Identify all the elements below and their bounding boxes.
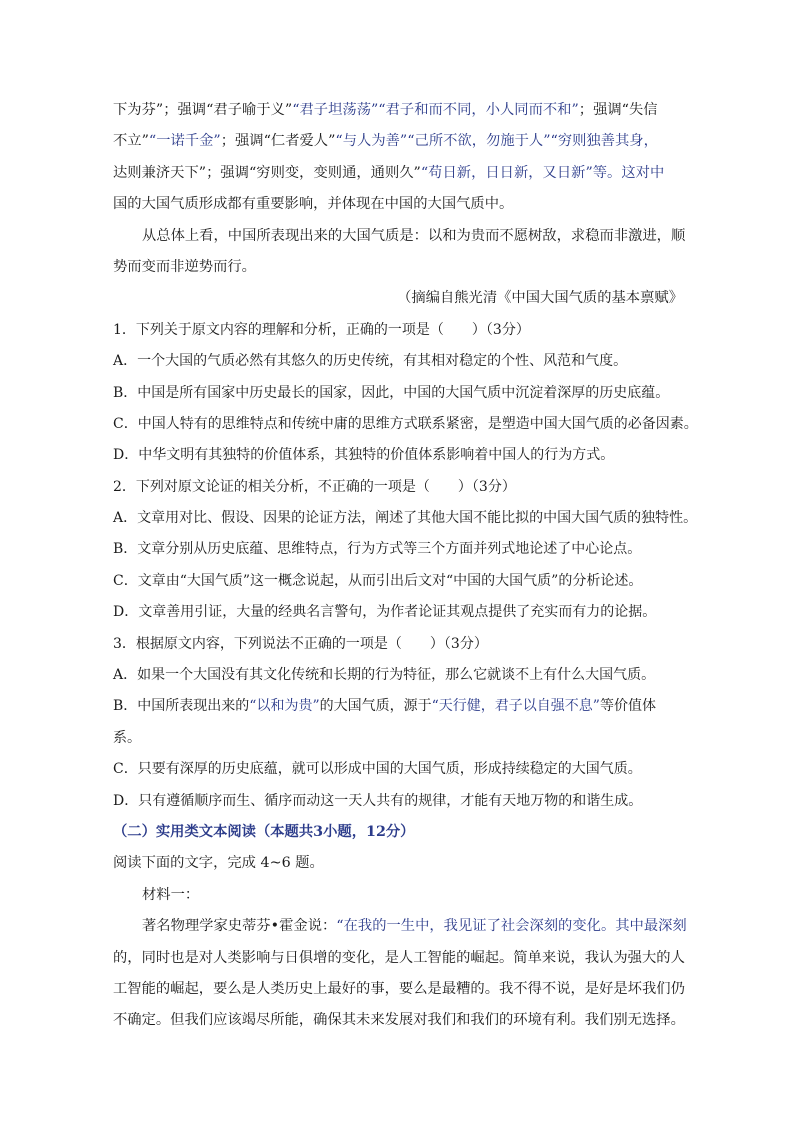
question-option-wrap: 系。 [113, 729, 141, 746]
document-page [113, 95, 698, 1037]
section-instruction: 阅读下面的文字，完成 4~6 题。 [113, 855, 324, 872]
material-line [113, 911, 687, 942]
passage-text: 等。这对中 [592, 164, 665, 181]
passage-quote: “与人为善”“己所不欲，勿施于人”“穷则独善其身， [335, 133, 658, 150]
option-quote: “以和为贵” [249, 698, 320, 715]
question-option: D．中华文明有其独特的价值体系，其独特的价值体系影响着中国人的行为方式。 [113, 447, 615, 464]
question-option: C．文章由“大国气质”这一概念说起，从而引出后文对“中国的大国气质”的分析论述。 [113, 572, 643, 589]
passage-source: （摘编自熊光清《中国大国气质的基本禀赋》 [397, 290, 683, 307]
passage-line: 从总体上看，中国所表现出来的大国气质是：以和为贵而不愿树敌，求稳而非激进，顺 [142, 227, 686, 244]
passage-text: 达则兼济天下”；强调“穷则变，变则通，通则久” [113, 164, 421, 181]
option-text: 的大国气质，源于 [319, 698, 432, 715]
passage-line [113, 126, 683, 157]
question-option: C．只要有深厚的历史底蕴，就可以形成中国的大国气质，形成持续稳定的大国气质。 [113, 761, 642, 778]
passage-text: ；强调“仁者爱人” [220, 133, 336, 150]
question-option: B．中国是所有国家中历史最长的国家，因此，中国的大国气质中沉淀着深厚的历史底蕴。 [113, 384, 670, 401]
option-text: B．中国所表现出来的 [113, 698, 250, 715]
passage-quote: “君子坦荡荡”“君子和而不同，小人同而不和” [292, 102, 579, 118]
section-heading: （二）实用类文本阅读（本题共3小题，12分） [113, 823, 415, 840]
passage-line [113, 95, 683, 126]
material-text: 著名物理学家史蒂芬•霍金说： [142, 918, 337, 935]
material-label: 材料一： [142, 886, 200, 903]
passage-line: 国的大国气质形成都有重要影响，并体现在中国的大国气质中。 [113, 196, 514, 213]
material-quote: “在我的一生中，我见证了社会深刻的变化。其中最深刻 [336, 918, 687, 935]
question-option: C．中国人特有的思维特点和传统中庸的思维方式联系紧密，是塑造中国大国气质的必备因素。 [113, 415, 698, 432]
question-option: A．文章用对比、假设、因果的论证方法，阐述了其他大国不能比拟的中国大国气质的独特性。 [113, 510, 698, 527]
question-option: B．文章分别从历史底蕴、思维特点，行为方式等三个方面并列式地论述了中心论点。 [113, 541, 642, 558]
material-line: 的，同时也是对人类影响与日俱增的变化，是人工智能的崛起。简单来说，我认为强大的人 [113, 949, 685, 966]
passage-text: ；强调“失信 [578, 102, 658, 118]
question-stem: 2．下列对原文论证的相关分析，不正确的一项是（ ）（3分） [113, 478, 516, 495]
material-line: 工智能的崛起，要么是人类历史上最好的事，要么是最糟的。我不得不说，是好是坏我们仍 [113, 980, 685, 997]
question-option: A．如果一个大国没有其文化传统和长期的行为特征，那么它就谈不上有什么大国气质。 [113, 667, 656, 684]
question-option [113, 691, 683, 722]
question-stem: 3．根据原文内容，下列说法不正确的一项是（ ）（3分） [113, 635, 488, 652]
question-option: D．只有遵循顺序而生、循序而动这一天人共有的规律，才能有天地万物的和谐生成。 [113, 792, 643, 809]
passage-text: 下为芬”；强调“君子喻于义” [113, 102, 293, 118]
question-stem: 1．下列关于原文内容的理解和分析，正确的一项是（ ）（3分） [113, 321, 530, 338]
question-option: A．一个大国的气质必然有其悠久的历史传统，有其相对稳定的个性、风范和气度。 [113, 353, 628, 370]
passage-line [113, 158, 683, 189]
passage-quote: “一诺千金” [148, 133, 221, 150]
option-quote: “天行健，君子以自强不息” [431, 698, 600, 715]
passage-text: 不立” [113, 133, 149, 150]
material-line: 不确定。但我们应该竭尽所能，确保其未来发展对我们和我们的环境有利。我们别无选择。 [113, 1012, 685, 1029]
question-option: D．文章善用引证，大量的经典名言警句，为作者论证其观点提供了充实而有力的论据。 [113, 604, 657, 621]
option-text: 等价值体 [599, 698, 656, 715]
passage-line: 势而变而非逆势而行。 [113, 258, 256, 275]
passage-quote: “苟日新，日日新，又日新” [420, 164, 593, 181]
